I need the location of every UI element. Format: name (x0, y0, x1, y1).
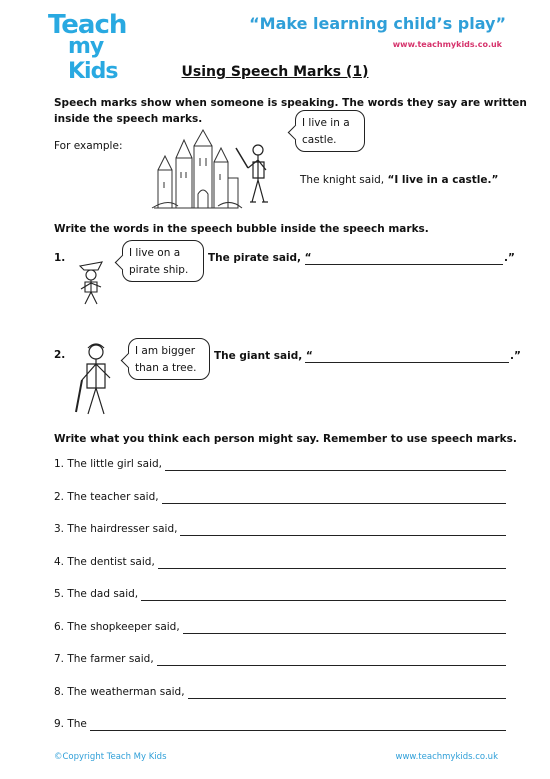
answer-row-label: 8. The weatherman said, (54, 685, 185, 698)
bubble-tail (288, 125, 304, 141)
answer-row (54, 718, 510, 734)
example-label: For example: (54, 140, 123, 152)
castle-illustration (148, 128, 244, 212)
tagline: “Make learning child’s play” (249, 14, 506, 33)
answer-row-line[interactable] (165, 470, 506, 471)
page-title: Using Speech Marks (1) (181, 64, 369, 80)
teachmykids-logo (44, 10, 132, 84)
bubble-line-2: than a tree. (135, 362, 197, 374)
copyright-text: ©Copyright Teach My Kids (54, 752, 167, 762)
item1-number: 1. (54, 252, 66, 264)
item1-close-quote: .” (504, 252, 515, 264)
item2-prompt: The giant said, “ (214, 350, 313, 362)
answer-row (54, 653, 510, 669)
answer-row-label: 2. The teacher said, (54, 490, 159, 503)
item2-number: 2. (54, 349, 66, 361)
answer-row (54, 686, 510, 702)
answer-row-line[interactable] (158, 568, 506, 569)
logo-text-mykids: my Kids (68, 34, 118, 84)
answer-row-line[interactable] (188, 698, 506, 699)
bubble-line-2: pirate ship. (129, 264, 189, 276)
item2-speech-bubble (128, 338, 210, 380)
answer-row-label: 3. The hairdresser said, (54, 523, 178, 535)
answer-row (54, 588, 510, 604)
logo-text-teach: Teach (48, 10, 127, 40)
answer-row-label: 9. The (54, 718, 87, 730)
item2-answer-line[interactable] (305, 362, 509, 363)
bubble-tail (121, 353, 137, 369)
bubble-line-1: I am bigger (135, 345, 196, 357)
intro-line-2: inside the speech marks. (54, 113, 203, 125)
answer-row (54, 621, 510, 637)
answer-row-line[interactable] (157, 665, 506, 666)
item1-speech-bubble (122, 240, 204, 282)
item1-answer-line[interactable] (305, 264, 503, 265)
footer-url-link[interactable]: www.teachmykids.co.uk (395, 752, 498, 762)
answer-row-line[interactable] (183, 633, 506, 634)
bubble-line-1: I live on a (129, 247, 181, 259)
answer-row (54, 523, 510, 539)
answer-row-label: 7. The farmer said, (54, 653, 154, 665)
pirate-illustration (72, 256, 112, 308)
header-url-link[interactable]: www.teachmykids.co.uk (392, 40, 502, 49)
answer-row-label: 4. The dentist said, (54, 555, 155, 568)
answer-row-label: 6. The shopkeeper said, (54, 620, 180, 633)
knight-illustration (234, 140, 276, 212)
answer-row-line[interactable] (180, 535, 506, 536)
bubble-line-2: castle. (302, 134, 337, 146)
answer-row (54, 458, 510, 474)
answer-row (54, 491, 510, 507)
bubble-line-1: I live in a (302, 117, 350, 129)
answer-row-line[interactable] (162, 503, 506, 504)
answer-row (54, 556, 510, 572)
giant-illustration (70, 340, 118, 420)
item2-close-quote: .” (510, 350, 521, 362)
answer-row-label: 1. The little girl said, (54, 458, 162, 470)
item1-prompt: The pirate said, “ (208, 252, 312, 264)
answer-row-line[interactable] (90, 730, 506, 731)
intro-line-1: Speech marks show when someone is speaking. The words they say are written (54, 97, 527, 109)
example-speech-bubble (295, 110, 365, 152)
section1-heading: Write the words in the speech bubble inside the speech marks. (54, 223, 429, 235)
example-caption: The knight said, “I live in a castle.” (300, 174, 499, 186)
answer-row-line[interactable] (141, 600, 506, 601)
section2-heading: Write what you think each person might say. Remember to use speech marks. (54, 433, 517, 445)
answer-row-label: 5. The dad said, (54, 588, 139, 600)
bubble-tail (115, 255, 131, 271)
